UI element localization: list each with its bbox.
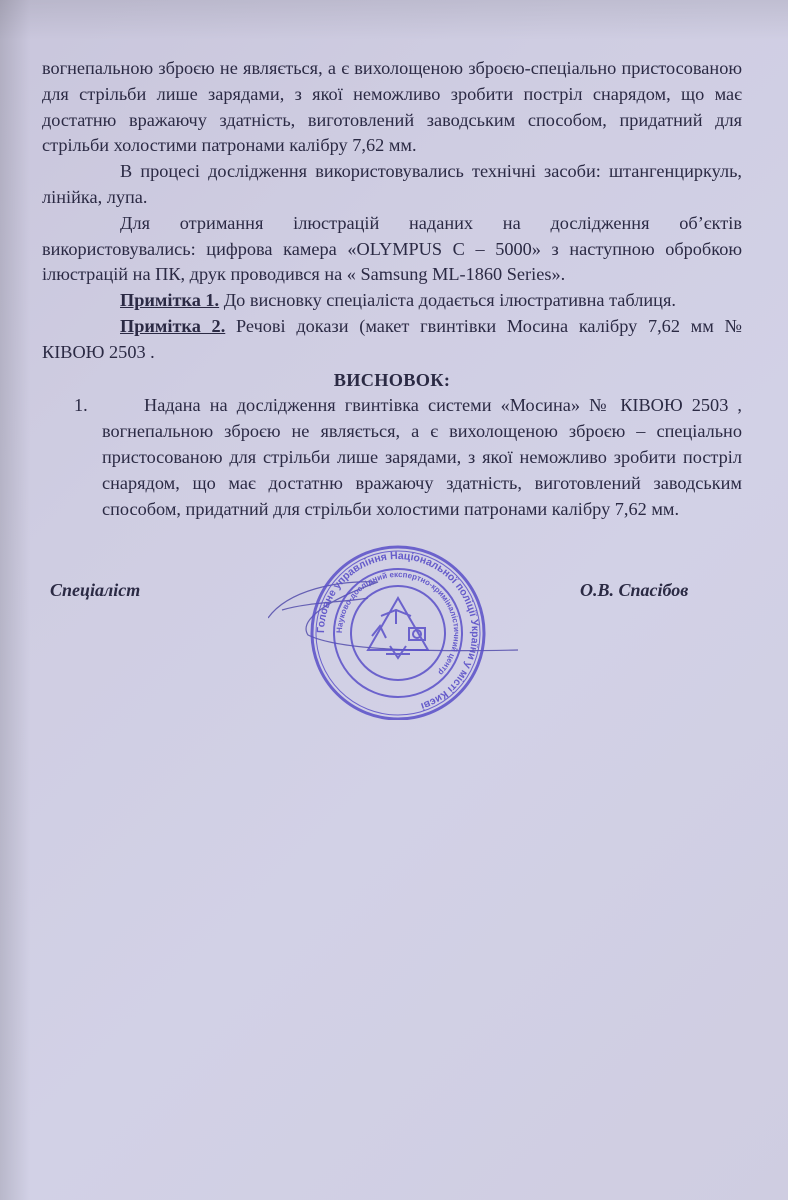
conclusion-item-number: 1. xyxy=(74,395,88,416)
signature-role: Спеціаліст xyxy=(50,580,141,600)
conclusion-item xyxy=(42,393,742,522)
paragraph-illustrations: Для отримання ілюстрацій наданих на дослідження об’єктів використовувались: цифрова камера «OLYMPUS C – 5000» з наступною обробкою ілюстрацій на ПК, друк проводився на « Samsung ML-1860 Series». xyxy=(42,212,742,285)
note-1-text: До висновку спеціаліста додається ілюстративна таблиця. xyxy=(219,290,676,311)
page-shadow-left xyxy=(0,0,30,1200)
page-shadow-top xyxy=(0,0,788,40)
note-2 xyxy=(42,314,742,366)
note-2-text: Речові докази (макет гвинтівки Мосина калібру 7,62 мм № КІВОЮ 2503 . xyxy=(42,315,742,362)
paragraph-tools: В процесі дослідження використовувались технічні засоби: штангенциркуль, лінійка, лупа. xyxy=(42,161,742,207)
stamp-inner-text: Науково-дослідний експертно-криміналістичний центр xyxy=(334,569,462,678)
stamp-emblem xyxy=(368,598,428,658)
note-1 xyxy=(42,288,742,314)
signature-name: О.В. Спасібов xyxy=(580,580,689,600)
stamp-outer-text: Головне управління Національної поліції України у місті Києві xyxy=(314,549,482,713)
note-2-label: Примітка 2. xyxy=(120,315,226,336)
conclusion-heading: ВИСНОВОК: xyxy=(333,369,451,390)
paragraph-intro: вогнепальною зброєю не являється, а є вихолощеною зброєю-спеціально пристосованою для стрільби лише зарядами, з якої неможливо зробити постріл снарядом, що має достатню вражаючу здатність, виготовлений заводським способом, придатний для стрільби холостими патронами калібру 7,62 мм. xyxy=(42,58,742,156)
conclusion-item-text: Надана на дослідження гвинтівка системи «Мосина» № КІВОЮ 2503 , вогнепальною зброєю не являється, а є вихолощеною зброєю – спеціально пристосованою для стрільби лише зарядами, з якої неможливо зробити постріл снарядом, що має достатню вражаючу здатність, виготовлений заводським способом, придатний для стрільби холостими патронами калібру 7,62 мм. xyxy=(102,395,742,519)
official-stamp xyxy=(268,540,528,720)
document-body xyxy=(42,56,742,522)
note-1-label: Примітка 1. xyxy=(120,290,220,311)
